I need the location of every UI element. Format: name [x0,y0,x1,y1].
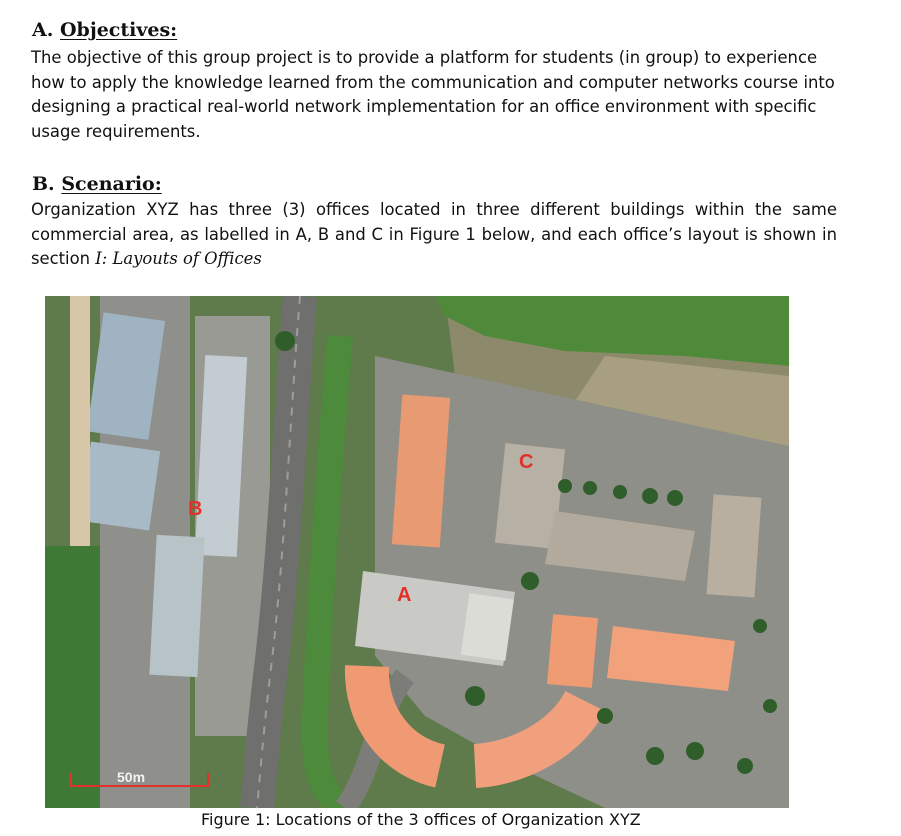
label-b: B [188,498,203,520]
section-a-letter: A. [32,19,54,41]
section-a-title: Objectives: [59,19,178,41]
scale-label: 50m [117,769,146,785]
label-c: C [519,451,534,473]
section-a-body: The objective of this group project is to provide a platform for students (in group) to experience how to apply the knowledge learned from the communication and computer networks course into designing a practical real-world network implementation for an office environment with specific usage requirements. [31,48,835,141]
figure-caption: Figure 1: Locations of the 3 offices of Organization XYZ [201,810,641,829]
label-a: A [397,584,412,606]
section-b-heading [32,173,162,195]
section-b-body [31,198,837,272]
section-b-body-text: Organization XYZ has three (3) offices located in three different buildings within the same commercial area, as labelled in A, B and C in Figure 1 below, and each office’s layout is shown in section [31,200,837,268]
section-b-letter: B. [32,173,55,195]
section-b-title: Scenario: [61,173,162,195]
section-a-heading [32,19,177,41]
section-b-reference: I: Layouts of Offices [95,249,262,268]
aerial-map-figure [45,296,789,808]
